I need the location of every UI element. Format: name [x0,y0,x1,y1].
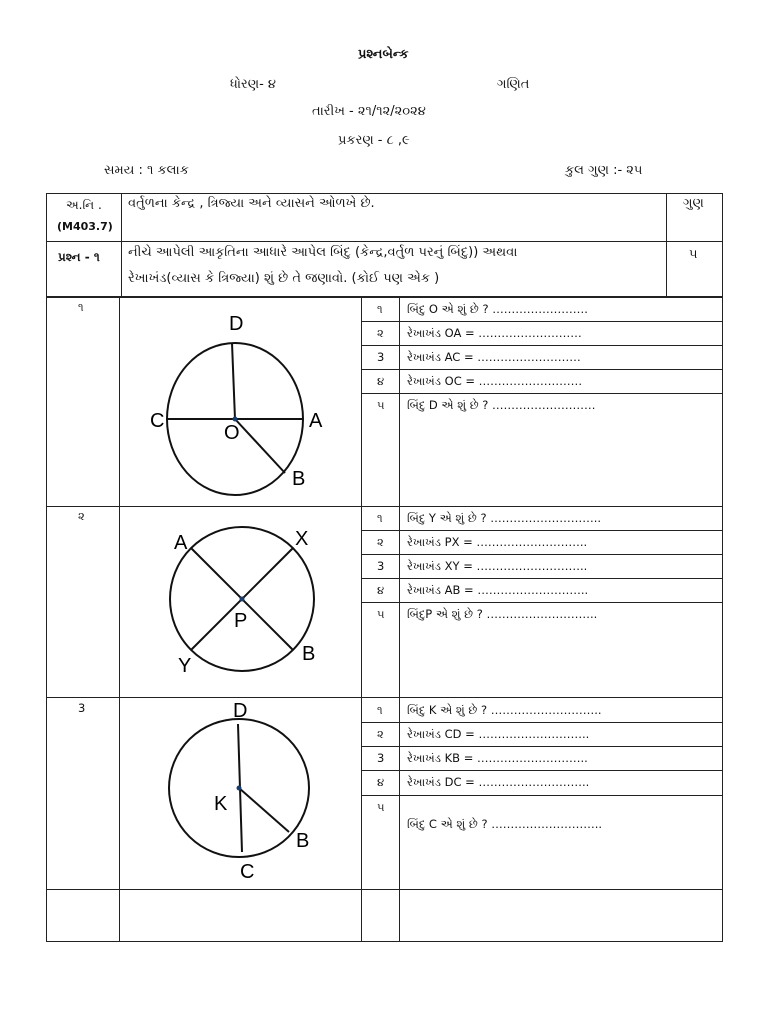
circle-figure-3 [140,697,340,887]
point-label-d: D [233,700,248,722]
point-label-b: B [296,830,310,852]
learning-outcome-text: વર્તુળના કેન્દ્ર , ત્રિજ્યા અને વ્યાસને ઓળખે છે. [128,196,375,211]
item-number: 3 [377,350,385,364]
table-border [46,889,723,890]
standard-label: ધોરણ- ૪ [230,77,276,92]
point-label-a: A [309,410,323,432]
table-border [361,369,723,370]
item-number: ૪ [377,775,385,789]
table-border [361,722,723,723]
table-border [361,602,723,603]
point-label-y: Y [178,655,192,677]
question-label: પ્રશ્ન - ૧ [58,250,100,264]
table-border [46,941,723,942]
total-marks-label: કુલ ગુણ :- ૨૫ [565,163,643,178]
item-number: ૧ [377,302,383,316]
item-number: ૨ [377,326,384,340]
item-text: રેખાખંડ PX = ……………………….. [407,535,588,549]
point-label-c: C [240,861,255,883]
item-text: બિંદુ D એ શું છે ? ……………………… [407,398,596,412]
table-border [361,345,723,346]
point-label-c: C [150,410,165,432]
figure-number: ૧ [78,300,84,314]
chapter-label: પ્રકરણ - ૮ ,૯ [338,133,410,148]
question-marks: ૫ [689,247,698,262]
center-point [237,786,242,791]
point-label-p: P [234,610,248,632]
table-border [46,193,723,194]
point-label-k: K [214,793,228,815]
figure-number: 3 [78,701,86,715]
item-number: ૫ [377,607,385,621]
table-border [46,296,723,298]
center-point [233,417,238,422]
item-text: રેખાખંડ XY = ……………………….. [407,559,588,573]
date-label: તારીખ - ૨૧/૧૨/૨૦૨૪ [312,104,426,119]
item-text: બિંદુP એ શું છે ? ……………………….. [407,607,598,621]
item-number: 3 [377,751,385,765]
point-label-b: B [302,643,316,665]
item-text: રેખાખંડ CD = ……………………….. [407,727,590,741]
table-border [361,746,723,747]
item-text: બિંદુ C એ શું છે ? ……………………….. [407,817,603,831]
circle-figure-2 [140,515,340,695]
table-border [361,321,723,322]
figure-number: ૨ [78,509,85,523]
table-border [46,297,47,942]
point-label-d: D [229,313,244,335]
table-border [121,193,122,298]
circle-figure-1 [140,305,340,505]
radius-ob [235,419,285,473]
item-number: ૪ [377,583,385,597]
item-number: ૧ [377,703,383,717]
table-border [361,530,723,531]
table-border [361,578,723,579]
table-border [666,193,667,298]
table-border [46,506,723,507]
question-text-line2: રેખાખંડ(વ્યાસ કે ત્રિજ્યા) શું છે તે જણાવો. (કોઈ પણ એક ) [128,271,440,286]
item-number: ૫ [377,800,385,814]
item-number: ૫ [377,398,385,412]
item-text: રેખાખંડ AB = ……………………….. [407,583,589,597]
point-label-b: B [292,468,306,490]
marks-header: ગુણ [683,196,704,211]
point-label-x: X [295,528,309,550]
item-number: ૪ [377,374,385,388]
center-point [240,597,245,602]
question-text-line1: નીચે આપેલી આકૃતિના આધારે આપેલ બિંદુ (કેન્દ્ર,વર્તુળ પરનું બિંદુ)) અથવા [128,245,518,260]
item-number: ૨ [377,727,384,741]
item-text: રેખાખંડ OC = ……………………… [407,374,583,388]
point-label-o: O [224,422,240,444]
table-border [46,193,47,298]
radius-kb [239,788,289,832]
time-label: સમય : ૧ કલાક [104,163,189,178]
table-border [46,241,723,242]
lo-code: (M403.7) [57,220,113,233]
item-text: બિંદુ K એ શું છે ? ……………………….. [407,703,602,717]
item-text: રેખાખંડ AC = ……………………… [407,350,581,364]
table-border [722,193,723,298]
item-text: રેખાખંડ KB = ……………………….. [407,751,588,765]
item-text: રેખાખંડ DC = ……………………….. [407,775,590,789]
subject-label: ગણિત [497,77,530,92]
item-number: ૧ [377,511,383,525]
point-label-a: A [174,532,188,554]
table-border [361,554,723,555]
radius-od [232,343,235,419]
item-number: 3 [377,559,385,573]
lo-code-label: અ.નિ . [66,198,102,212]
table-border [361,795,723,796]
item-text: રેખાખંડ OA = ……………………… [407,326,582,340]
table-border [119,297,120,942]
table-border [361,770,723,771]
item-text: બિંદુ O એ શું છે ? ……………………. [407,302,588,316]
page-title: પ્રશ્નબેન્ક [358,47,409,62]
item-text: બિંદુ Y એ શું છે ? ……………………….. [407,511,602,525]
item-number: ૨ [377,535,384,549]
table-border [361,393,723,394]
